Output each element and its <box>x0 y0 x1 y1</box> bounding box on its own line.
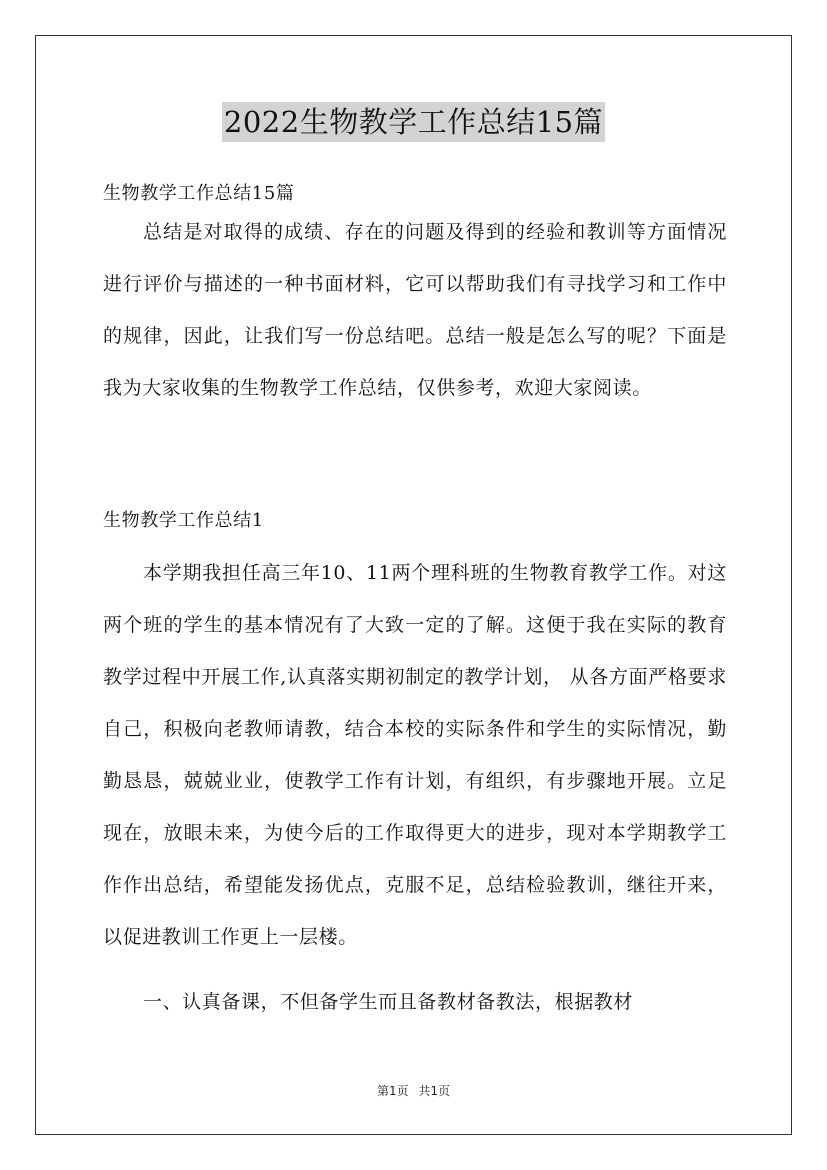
section-paragraph: 本学期我担任高三年10、11两个理科班的生物教育教学工作。对这两个班的学生的基本情况有了大致一定的了解。这便于我在实际的教育教学过程中开展工作,认真落实期初制定的教学计划， 从各方面严格要求自己，积极向老教师请教，结合本校的实际条件和学生的实际情况，勤勤恳恳，兢兢业业，使教学工作有计划，有组织，有步骤地开展。立足现在，放眼未来，为使今后的工作取得更大的进步，现对本学期教学工作作出总结，希望能发扬优点，克服不足，总结检验教训，继往开来，以促进教训工作更上一层楼。 <box>103 562 727 948</box>
title-wrap <box>0 102 827 142</box>
section-heading: 生物教学工作总结1 <box>103 510 264 531</box>
intro-paragraph: 总结是对取得的成绩、存在的问题及得到的经验和教训等方面情况进行评价与描述的一种书面材料，它可以帮助我们有寻找学习和工作中的规律，因此，让我们写一份总结吧。总结一般是怎么写的呢？下面是我为大家收集的生物教学工作总结，仅供参考，欢迎大家阅读。 <box>103 221 727 399</box>
document-subtitle: 生物教学工作总结15篇 <box>103 183 295 204</box>
page-total: 共1页 <box>418 1084 451 1098</box>
section-point: 一、认真备课，不但备学生而且备教材备教法，根据教材 <box>143 991 634 1013</box>
document-title: 2022生物教学工作总结15篇 <box>222 102 605 142</box>
page-footer <box>0 1082 827 1099</box>
page-number: 第1页 <box>376 1084 409 1098</box>
